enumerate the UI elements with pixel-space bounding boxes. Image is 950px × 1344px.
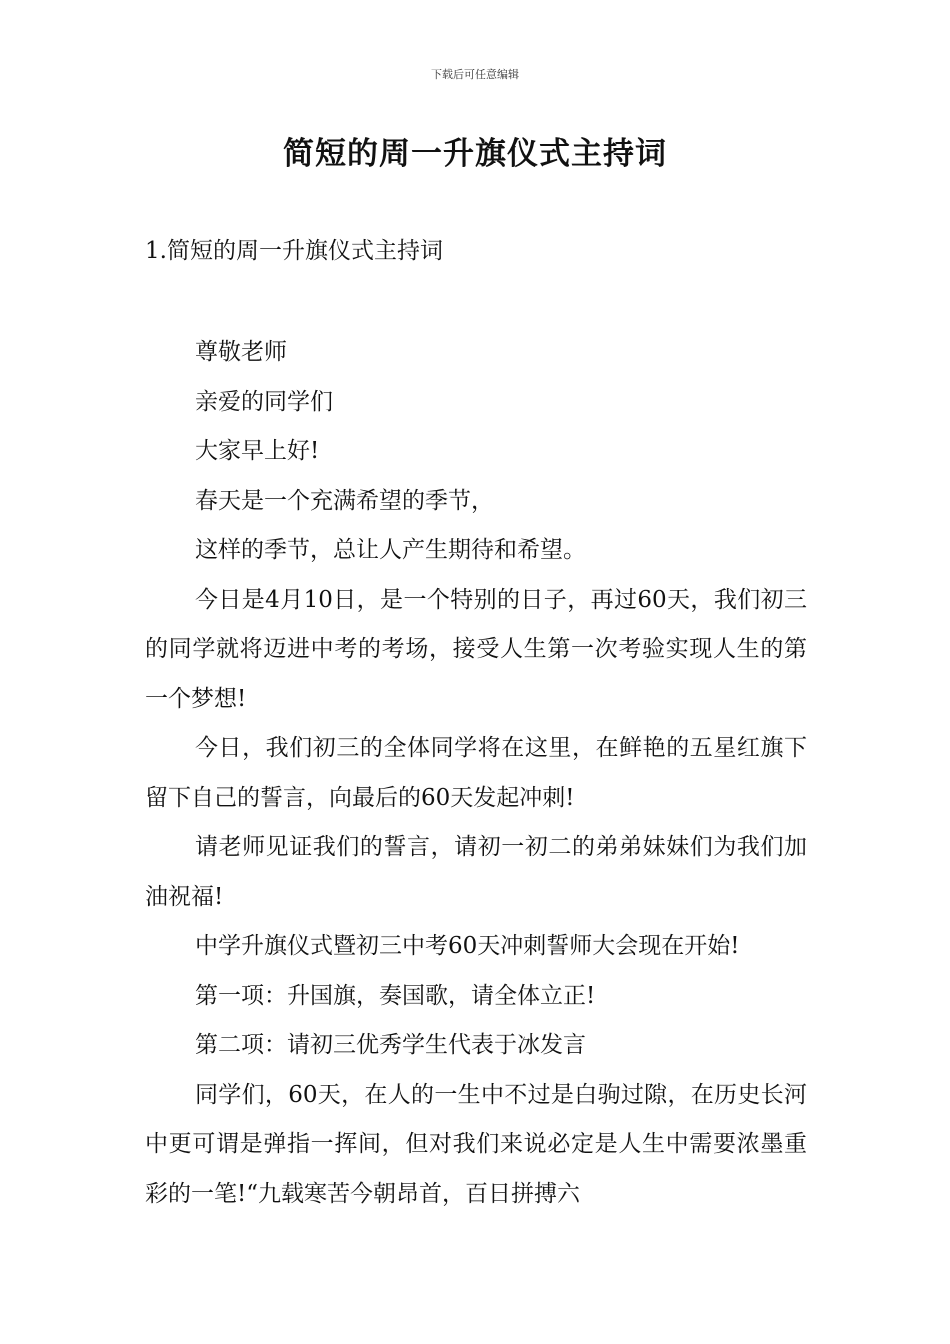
paragraph: 今日，我们初三的全体同学将在这里，在鲜艳的五星红旗下留下自己的誓言，向最后的60天发起冲刺! — [145, 735, 807, 811]
paragraph: 尊敬老师 — [195, 339, 287, 365]
paragraph: 这样的季节，总让人产生期待和希望。 — [195, 537, 586, 563]
header-note: 下载后可任意编辑 — [431, 68, 519, 81]
paragraph: 第二项：请初三优秀学生代表于冰发言 — [195, 1032, 586, 1058]
paragraph: 大家早上好! — [195, 438, 320, 464]
paragraph: 第一项：升国旗，奏国歌，请全体立正! — [195, 982, 596, 1009]
document-title: 简短的周一升旗仪式主持词 — [283, 136, 667, 172]
paragraph: 今日是4月10日，是一个特别的日子，再过60天，我们初三的同学就将迈进中考的考场，接受人生第一次考验实现人生的第一个梦想! — [145, 586, 807, 712]
paragraph: 同学们，60天，在人的一生中不过是白驹过隙，在历史长河中更可谓是弹指一挥间，但对我们来说必定是人生中需要浓墨重彩的一笔!“九载寒苦今朝昂首，百日拼搏六 — [145, 1081, 807, 1207]
paragraph: 亲爱的同学们 — [195, 388, 333, 415]
section-heading: 1.简短的周一升旗仪式主持词 — [145, 238, 443, 264]
paragraph: 请老师见证我们的誓言，请初一初二的弟弟妹妹们为我们加油祝福! — [145, 834, 807, 910]
paragraph: 春天是一个充满希望的季节， — [195, 487, 494, 514]
paragraph: 中学升旗仪式暨初三中考60天冲刺誓师大会现在开始! — [195, 933, 740, 959]
document-body — [145, 328, 807, 1219]
